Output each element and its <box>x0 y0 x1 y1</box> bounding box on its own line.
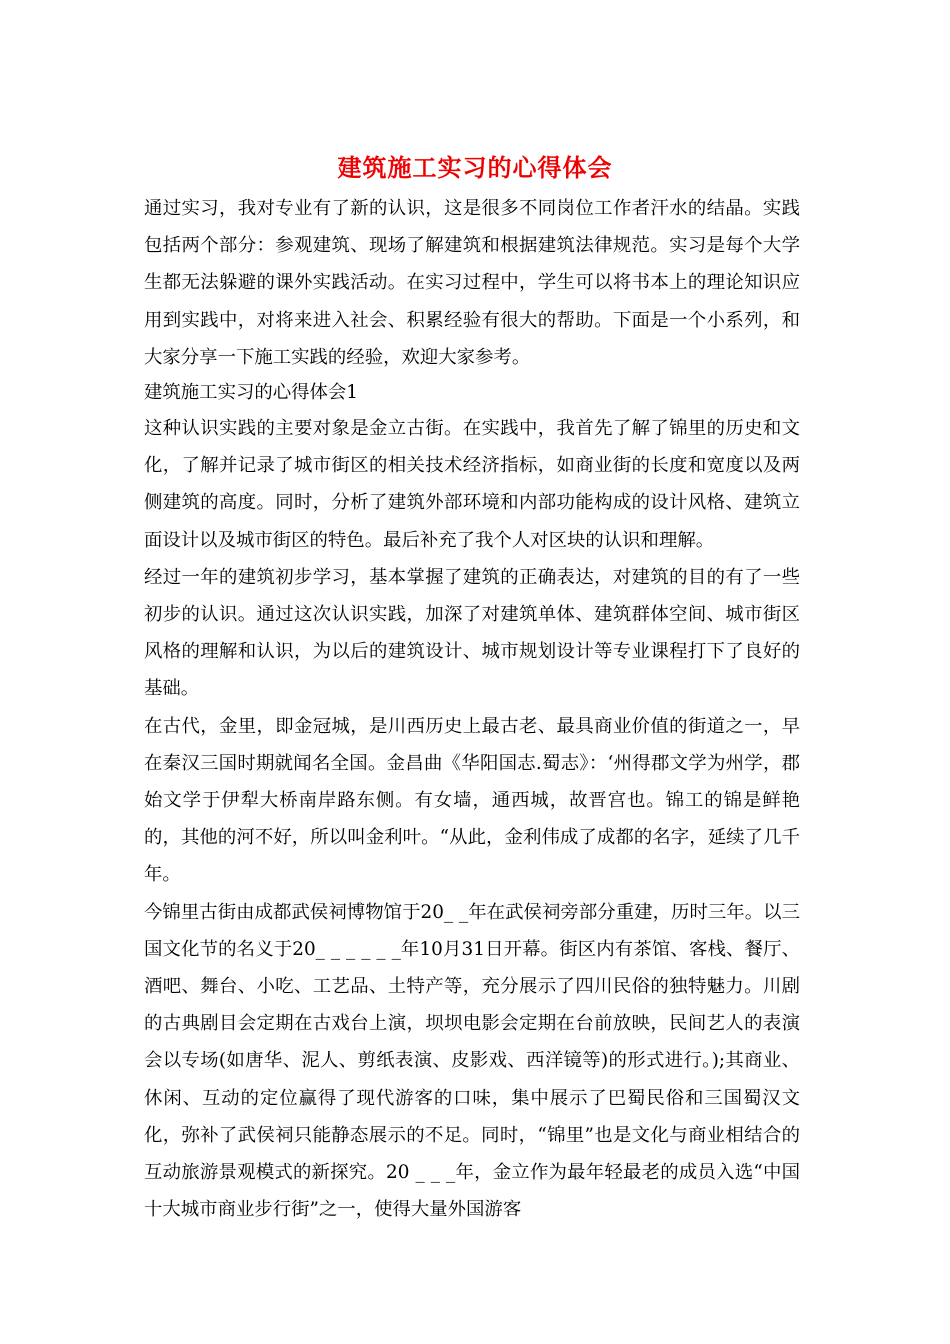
body-paragraph: 这种认识实践的主要对象是金立古街。在实践中，我首先了解了锦里的历史和文化，了解并记录了城市街区的相关技术经济指标，如商业街的长度和宽度以及两侧建筑的高度。同时，分析了建筑外部环境和内部功能构成的设计风格、建筑立面设计以及城市街区的特色。最后补充了我个人对区块的认识和理解。 <box>144 418 800 551</box>
body-paragraph: 在古代，金里，即金冠城，是川西历史上最古老、最具商业价值的街道之一，早在秦汉三国时期就闻名全国。金昌曲《华阳国志.蜀志》：‘州得郡文学为州学，郡始文学于伊犁大桥南岸路东侧。有女墙，通西城，故晋宫也。锦工的锦是鲜艳的，其他的河不好，所以叫金利叶。“从此，金利伟成了成都的名字，延续了几千年。 <box>144 715 800 886</box>
intro-paragraph: 通过实习，我对专业有了新的认识，这是很多不同岗位工作者汗水的结晶。实践包括两个部分：参观建筑、现场了解建筑和根据建筑法律规范。实习是每个大学生都无法躲避的课外实践活动。在实习过程中，学生可以将书本上的理论知识应用到实践中，对将来进入社会、积累经验有很大的帮助。下面是一个小系列，和大家分享一下施工实践的经验，欢迎大家参考。 <box>144 198 800 368</box>
body-paragraph: 经过一年的建筑初步学习，基本掌握了建筑的正确表达，对建筑的目的有了一些初步的认识。通过这次认识实践，加深了对建筑单体、建筑群体空间、城市街区风格的理解和认识，为以后的建筑设计、城市规划设计等专业课程打下了良好的基础。 <box>144 566 800 700</box>
document-body <box>144 190 800 1228</box>
body-paragraph: 今锦里古街由成都武侯祠博物馆于20_ _年在武侯祠旁部分重建，历时三年。以三国文化节的名义于20_ _ _ _ _ _年10月31日开幕。街区内有茶馆、客栈、餐厅、酒吧、舞台、小吃、工艺品、土特产等，充分展示了四川民俗的独特魅力。川剧的古典剧目会定期在古戏台上演，坝坝电影会定期在台前放映，民间艺人的表演会以专场(如唐华、泥人、剪纸表演、皮影戏、西洋镜等)的形式进行。);其商业、休闲、互动的定位赢得了现代游客的口味，集中展示了巴蜀民俗和三国蜀汉文化，弥补了武侯祠只能静态展示的不足。同时，“锦里”也是文化与商业相结合的互动旅游景观模式的新探究。20 _ _ _年，金立作为最年轻最老的成员入选“中国十大城市商业步行街”之一，使得大量外国游客 <box>144 901 800 1221</box>
section-heading: 建筑施工实习的心得体会1 <box>144 382 358 404</box>
document-title: 建筑施工实习的心得体会 <box>337 153 613 182</box>
